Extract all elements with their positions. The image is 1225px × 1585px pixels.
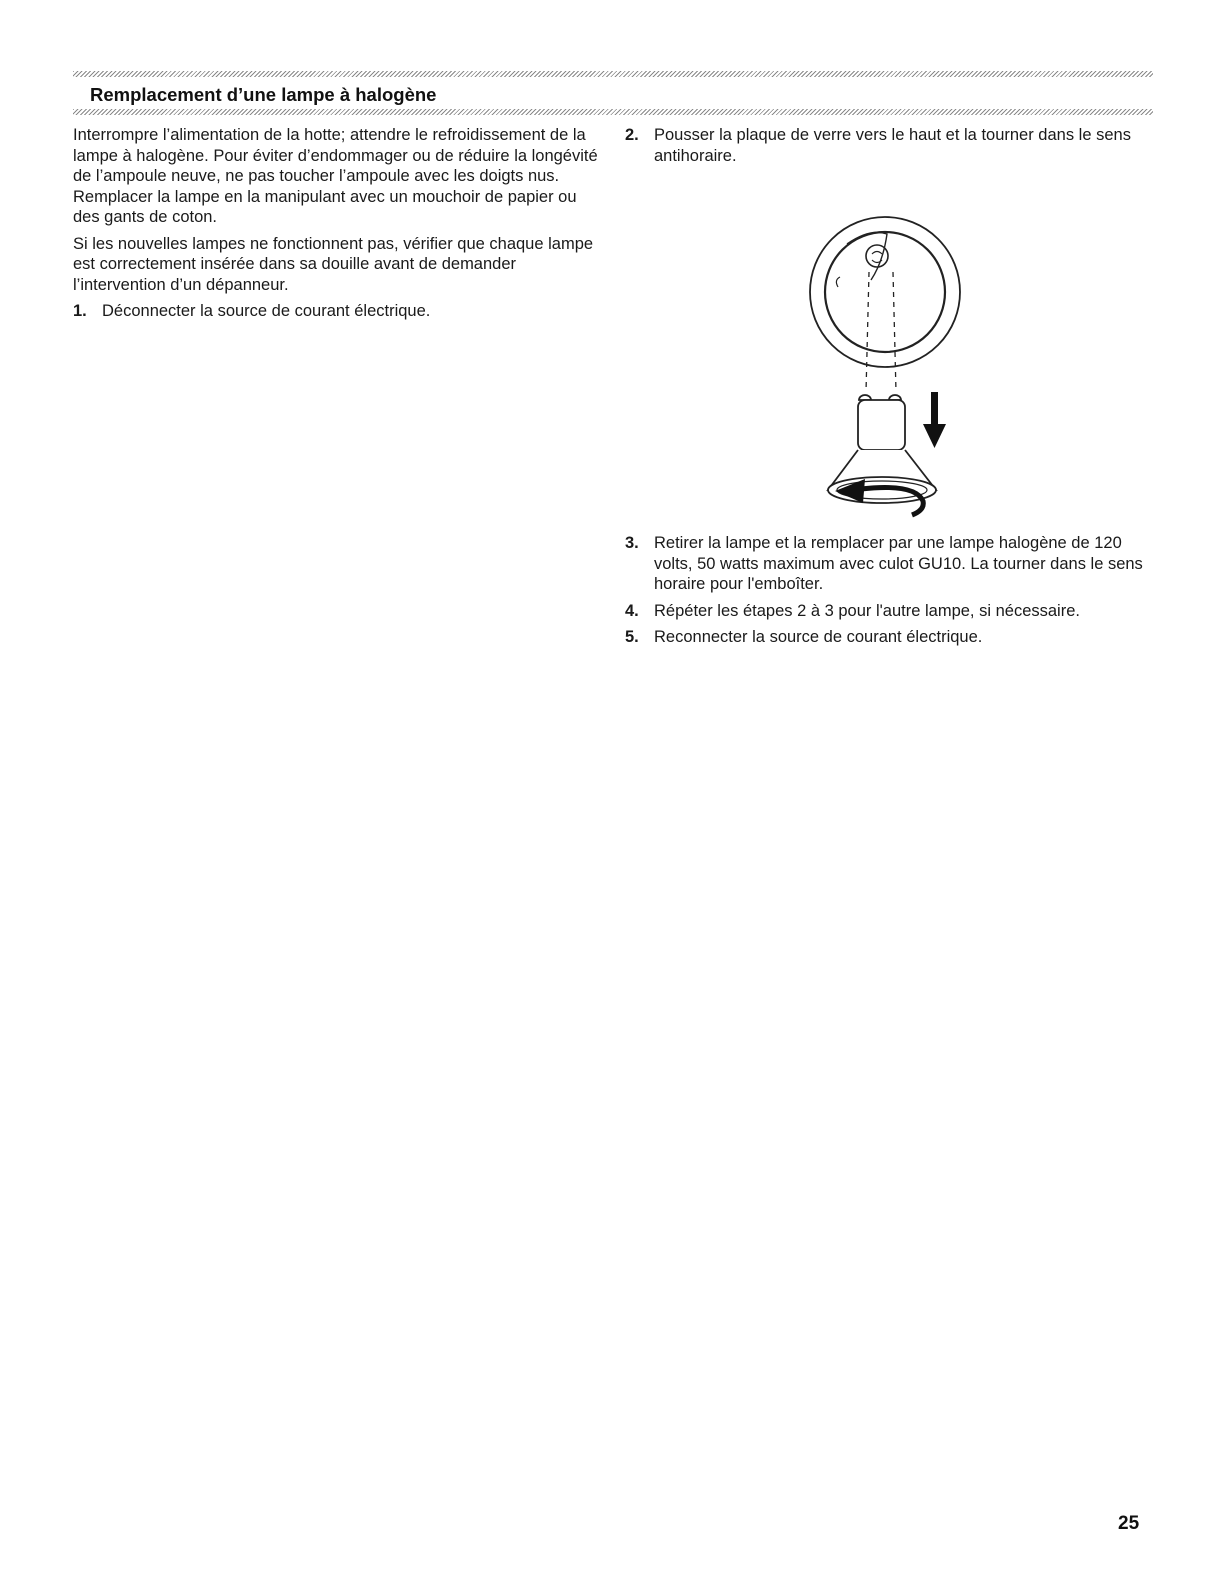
step-number: 2. <box>625 126 639 144</box>
step-text: Pousser la plaque de verre vers le haut et la tourner dans le sens antihoraire. <box>654 126 1131 165</box>
step-number: 5. <box>625 628 639 646</box>
step-text: Retirer la lampe et la remplacer par une lampe halogène de 120 volts, 50 watts maximum avec culot GU10. La tourner dans le sens horaire pour l'emboîter. <box>654 534 1143 593</box>
left-column <box>73 125 603 328</box>
trim-ring-outer-icon <box>810 217 960 367</box>
section-rule-top <box>73 71 1153 77</box>
section-title: Remplacement d’une lampe à halogène <box>90 84 437 105</box>
section-rule-bottom <box>73 109 1153 115</box>
trim-ring-inner-icon <box>825 232 945 352</box>
lamp-base-icon <box>858 400 905 450</box>
step-number: 3. <box>625 534 639 552</box>
step-5 <box>625 627 1155 648</box>
step-number: 4. <box>625 601 639 620</box>
down-arrow-icon <box>923 392 946 448</box>
step-1 <box>73 301 603 322</box>
socket-icon <box>866 245 888 267</box>
step-text: Répéter les étapes 2 à 3 pour l'autre lampe, si nécessaire. <box>654 601 1080 620</box>
halogen-lamp-removal-illustration <box>625 172 1155 517</box>
step-text: Déconnecter la source de courant électrique. <box>102 302 431 320</box>
step-number: 1. <box>73 302 87 320</box>
step-text: Reconnecter la source de courant électrique. <box>654 628 983 646</box>
step-2 <box>625 125 1155 166</box>
step-3 <box>625 533 1155 595</box>
step-4 <box>625 601 1155 622</box>
page-number: 25 <box>1118 1513 1140 1534</box>
troubleshoot-paragraph: Si les nouvelles lampes ne fonctionnent pas, vérifier que chaque lampe est correctement insérée dans sa douille avant de demander l’intervention d’un dépanneur. <box>73 234 594 294</box>
right-column <box>625 125 1155 654</box>
intro-paragraph: Interrompre l’alimentation de la hotte; attendre le refroidissement de la lampe à halogène. Pour éviter d’endommager ou de réduire la longévité de l’ampoule neuve, ne pas toucher l’ampoule avec les doigts nus. Remplacer la lampe en la manipulant avec un mouchoir de papier ou des gants de coton. <box>73 126 598 226</box>
